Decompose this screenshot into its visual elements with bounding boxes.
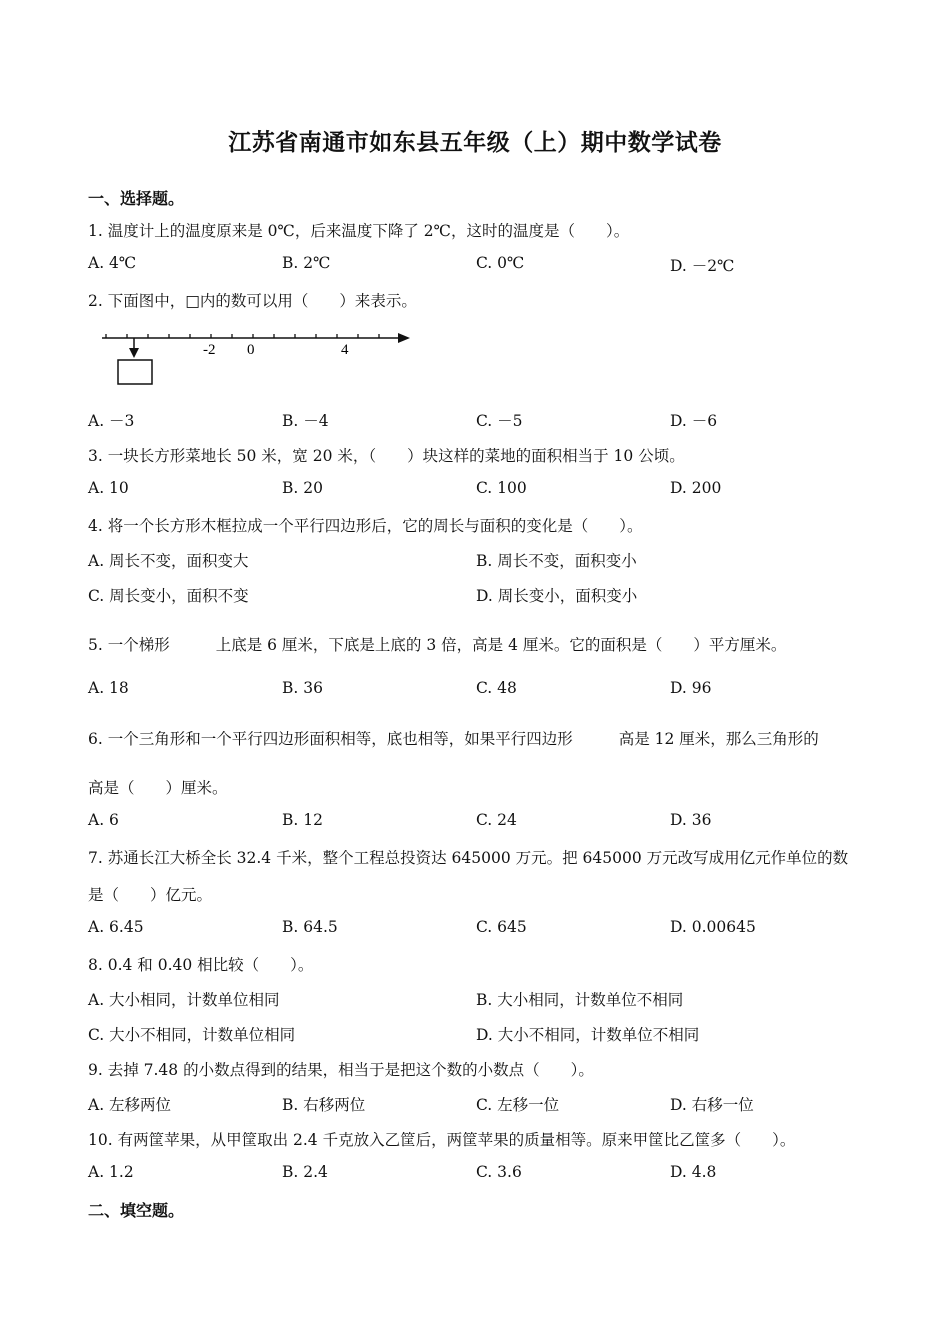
number-line-label-0: 0 (247, 342, 255, 358)
q9-option-c: C. 左移一位 (476, 1096, 560, 1114)
q4-option-c: C. 周长变小，面积不变 (88, 587, 249, 605)
q3-option-b: B. 20 (282, 479, 323, 497)
question-2: 2. 下面图中，□内的数可以用（ ）来表示。 (88, 292, 417, 310)
q1-option-d: D. －2℃ (670, 257, 735, 275)
q6-option-b: B. 12 (282, 811, 323, 829)
q3-option-d: D. 200 (670, 479, 722, 497)
q9-option-d: D. 右移一位 (670, 1096, 754, 1114)
number-line-label-4: 4 (341, 342, 349, 358)
q5-option-b: B. 36 (282, 679, 323, 697)
question-6 (88, 727, 819, 749)
question-5-part-b: 上底是 6 厘米，下底是上底的 3 倍，高是 4 厘米。它的面积是（ ）平方厘米。 (215, 636, 787, 654)
number-line-figure (98, 320, 418, 390)
q4-option-d: D. 周长变小，面积变小 (476, 587, 638, 605)
q10-option-c: C. 3.6 (476, 1163, 522, 1181)
question-6-part-b: 高是 12 厘米，那么三角形的 (618, 730, 819, 748)
section-heading-choice: 一、选择题。 (88, 189, 185, 208)
question-7-continued: 是（ ）亿元。 (88, 886, 213, 904)
q2-option-b: B. －4 (282, 412, 329, 430)
q4-option-b: B. 周长不变，面积变小 (476, 552, 637, 570)
q2-option-d: D. －6 (670, 412, 718, 430)
answer-box (118, 360, 152, 384)
q8-option-a: A. 大小相同，计数单位相同 (88, 991, 280, 1009)
q1-option-b: B. 2℃ (282, 254, 331, 272)
q6-option-a: A. 6 (88, 811, 119, 829)
section-heading-fill: 二、填空题。 (88, 1201, 185, 1220)
q3-option-c: C. 100 (476, 479, 527, 497)
q3-option-a: A. 10 (88, 479, 129, 497)
question-4: 4. 将一个长方形木框拉成一个平行四边形后，它的周长与面积的变化是（ ）。 (88, 517, 643, 535)
q7-option-d: D. 0.00645 (670, 918, 756, 936)
q5-option-c: C. 48 (476, 679, 517, 697)
q7-option-a: A. 6.45 (88, 918, 144, 936)
q4-option-a: A. 周长不变，面积变大 (88, 552, 249, 570)
q2-option-a: A. －3 (88, 412, 135, 430)
number-line-arrowhead (398, 333, 410, 343)
q9-option-a: A. 左移两位 (88, 1096, 172, 1114)
question-9: 9. 去掉 7.48 的小数点得到的结果，相当于是把这个数的小数点（ ）。 (88, 1061, 594, 1079)
question-6-part-a: 6. 一个三角形和一个平行四边形面积相等，底也相等，如果平行四边形 (88, 730, 573, 748)
q10-option-b: B. 2.4 (282, 1163, 328, 1181)
q8-option-b: B. 大小相同，计数单位不相同 (476, 991, 684, 1009)
question-3: 3. 一块长方形菜地长 50 米，宽 20 米，（ ）块这样的菜地的面积相当于 10 公顷。 (88, 447, 685, 465)
question-6-continued: 高是（ ）厘米。 (88, 779, 228, 797)
q2-option-c: C. －5 (476, 412, 523, 430)
q10-option-d: D. 4.8 (670, 1163, 717, 1181)
q8-option-d: D. 大小不相同，计数单位不相同 (476, 1026, 700, 1044)
page-title: 江苏省南通市如东县五年级（上）期中数学试卷 (228, 129, 722, 156)
pointer-arrowhead (129, 348, 139, 358)
q7-option-b: B. 64.5 (282, 918, 338, 936)
q5-option-d: D. 96 (670, 679, 712, 697)
question-5 (88, 633, 786, 655)
q8-option-c: C. 大小不相同，计数单位相同 (88, 1026, 296, 1044)
question-10: 10. 有两筐苹果，从甲筐取出 2.4 千克放入乙筐后，两筐苹果的质量相等。原来甲筐比乙筐多（ ）。 (88, 1131, 796, 1149)
q9-option-b: B. 右移两位 (282, 1096, 366, 1114)
q7-option-c: C. 645 (476, 918, 527, 936)
q6-option-c: C. 24 (476, 811, 517, 829)
question-1: 1. 温度计上的温度原来是 0℃，后来温度下降了 2℃，这时的温度是（ ）。 (88, 222, 630, 240)
q5-option-a: A. 18 (88, 679, 129, 697)
q1-option-c: C. 0℃ (476, 254, 525, 272)
q10-option-a: A. 1.2 (88, 1163, 134, 1181)
question-5-part-a: 5. 一个梯形 (88, 636, 170, 654)
question-7: 7. 苏通长江大桥全长 32.4 千米，整个工程总投资达 645000 万元。把 645000 万元改写成用亿元作单位的数 (88, 849, 849, 867)
q1-option-a: A. 4℃ (88, 254, 137, 272)
question-8: 8. 0.4 和 0.40 相比较（ ）。 (88, 956, 314, 974)
q6-option-d: D. 36 (670, 811, 712, 829)
number-line-label-neg2: -2 (203, 342, 216, 358)
